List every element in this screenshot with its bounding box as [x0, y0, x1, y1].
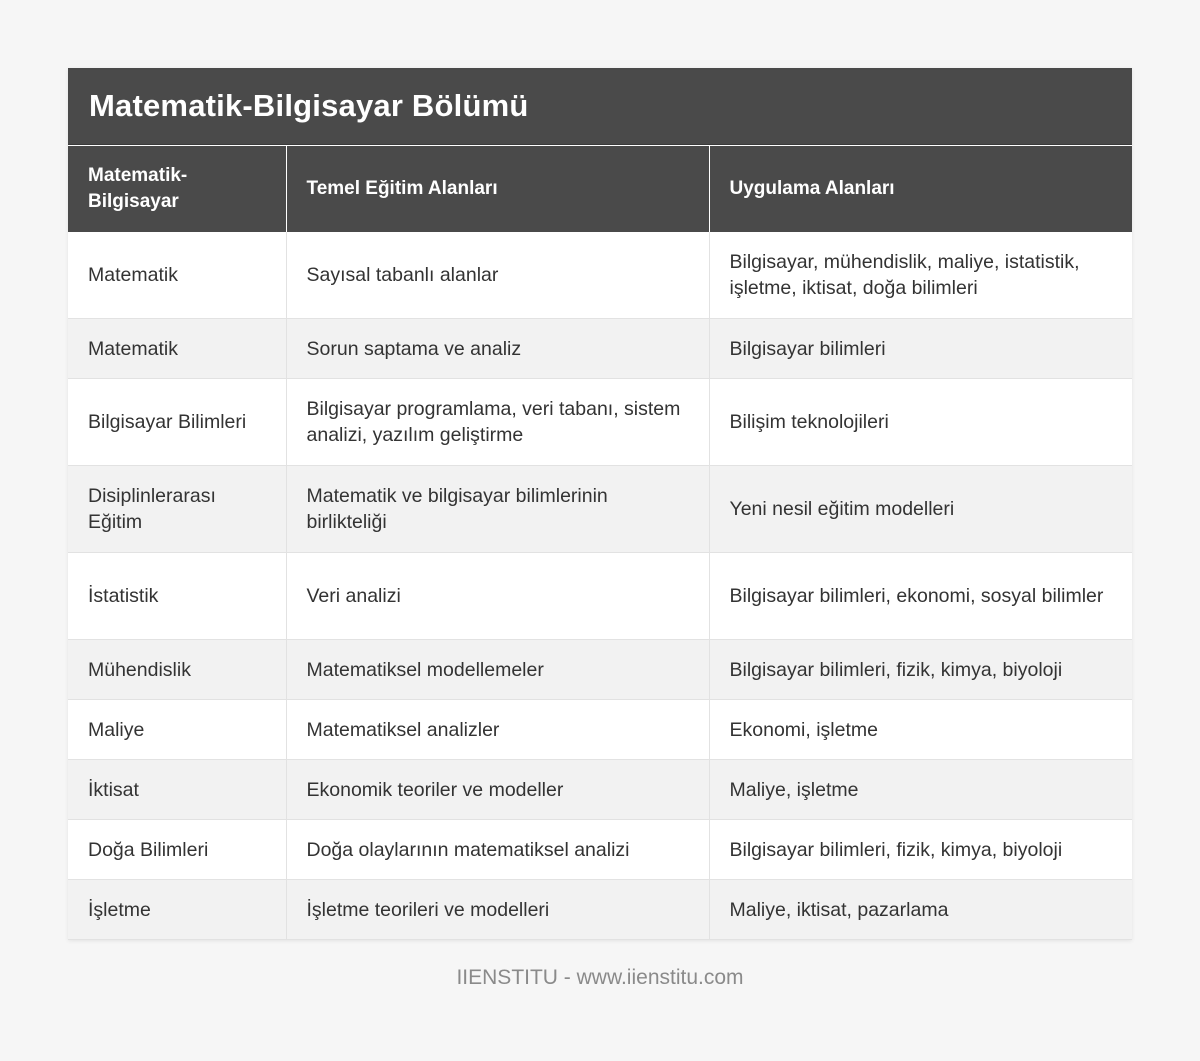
table-cell: Bilgisayar programlama, veri tabanı, sistem analizi, yazılım geliştirme: [286, 379, 709, 466]
table-cell: Bilgisayar bilimleri, fizik, kimya, biyoloji: [709, 640, 1132, 700]
column-header: Temel Eğitim Alanları: [286, 146, 709, 233]
table-cell: Bilişim teknolojileri: [709, 379, 1132, 466]
table-cell: İktisat: [68, 760, 286, 820]
table-row: [68, 700, 1132, 760]
table-cell: Maliye, işletme: [709, 760, 1132, 820]
table-cell: Maliye: [68, 700, 286, 760]
data-table: [68, 145, 1132, 940]
table-row: [68, 466, 1132, 553]
table-row: [68, 379, 1132, 466]
table-cell: Matematik: [68, 232, 286, 319]
table-cell: Bilgisayar, mühendislik, maliye, istatistik, işletme, iktisat, doğa bilimleri: [709, 232, 1132, 319]
table-header-row: [68, 146, 1132, 233]
column-header: Matematik-Bilgisayar: [68, 146, 286, 233]
table-cell: Maliye, iktisat, pazarlama: [709, 880, 1132, 940]
table-cell: Disiplinlerarası Eğitim: [68, 466, 286, 553]
table-cell: Sorun saptama ve analiz: [286, 319, 709, 379]
table-cell: Matematik: [68, 319, 286, 379]
table-cell: İstatistik: [68, 553, 286, 640]
table-cell: Bilgisayar bilimleri, ekonomi, sosyal bilimler: [709, 553, 1132, 640]
table-cell: Yeni nesil eğitim modelleri: [709, 466, 1132, 553]
column-header: Uygulama Alanları: [709, 146, 1132, 233]
title-bar: [68, 68, 1132, 145]
table-cell: Ekonomik teoriler ve modeller: [286, 760, 709, 820]
table-cell: Matematiksel analizler: [286, 700, 709, 760]
table-cell: Doğa Bilimleri: [68, 820, 286, 880]
table-cell: Ekonomi, işletme: [709, 700, 1132, 760]
table-row: [68, 820, 1132, 880]
table-cell: Matematiksel modellemeler: [286, 640, 709, 700]
table-cell: Bilgisayar Bilimleri: [68, 379, 286, 466]
table-card: [68, 68, 1132, 940]
table-cell: İşletme teorileri ve modelleri: [286, 880, 709, 940]
table-row: [68, 760, 1132, 820]
table-cell: Mühendislik: [68, 640, 286, 700]
table-cell: Doğa olaylarının matematiksel analizi: [286, 820, 709, 880]
page-title: Matematik-Bilgisayar Bölümü: [89, 88, 529, 123]
table-row: [68, 319, 1132, 379]
table-cell: Sayısal tabanlı alanlar: [286, 232, 709, 319]
table-cell: Bilgisayar bilimleri, fizik, kimya, biyoloji: [709, 820, 1132, 880]
table-row: [68, 640, 1132, 700]
table-row: [68, 553, 1132, 640]
table-cell: Matematik ve bilgisayar bilimlerinin birlikteliği: [286, 466, 709, 553]
table-cell: İşletme: [68, 880, 286, 940]
table-row: [68, 880, 1132, 940]
table-row: [68, 232, 1132, 319]
footer-credit: IIENSTITU - www.iienstitu.com: [456, 966, 744, 989]
table-cell: Bilgisayar bilimleri: [709, 319, 1132, 379]
table-cell: Veri analizi: [286, 553, 709, 640]
